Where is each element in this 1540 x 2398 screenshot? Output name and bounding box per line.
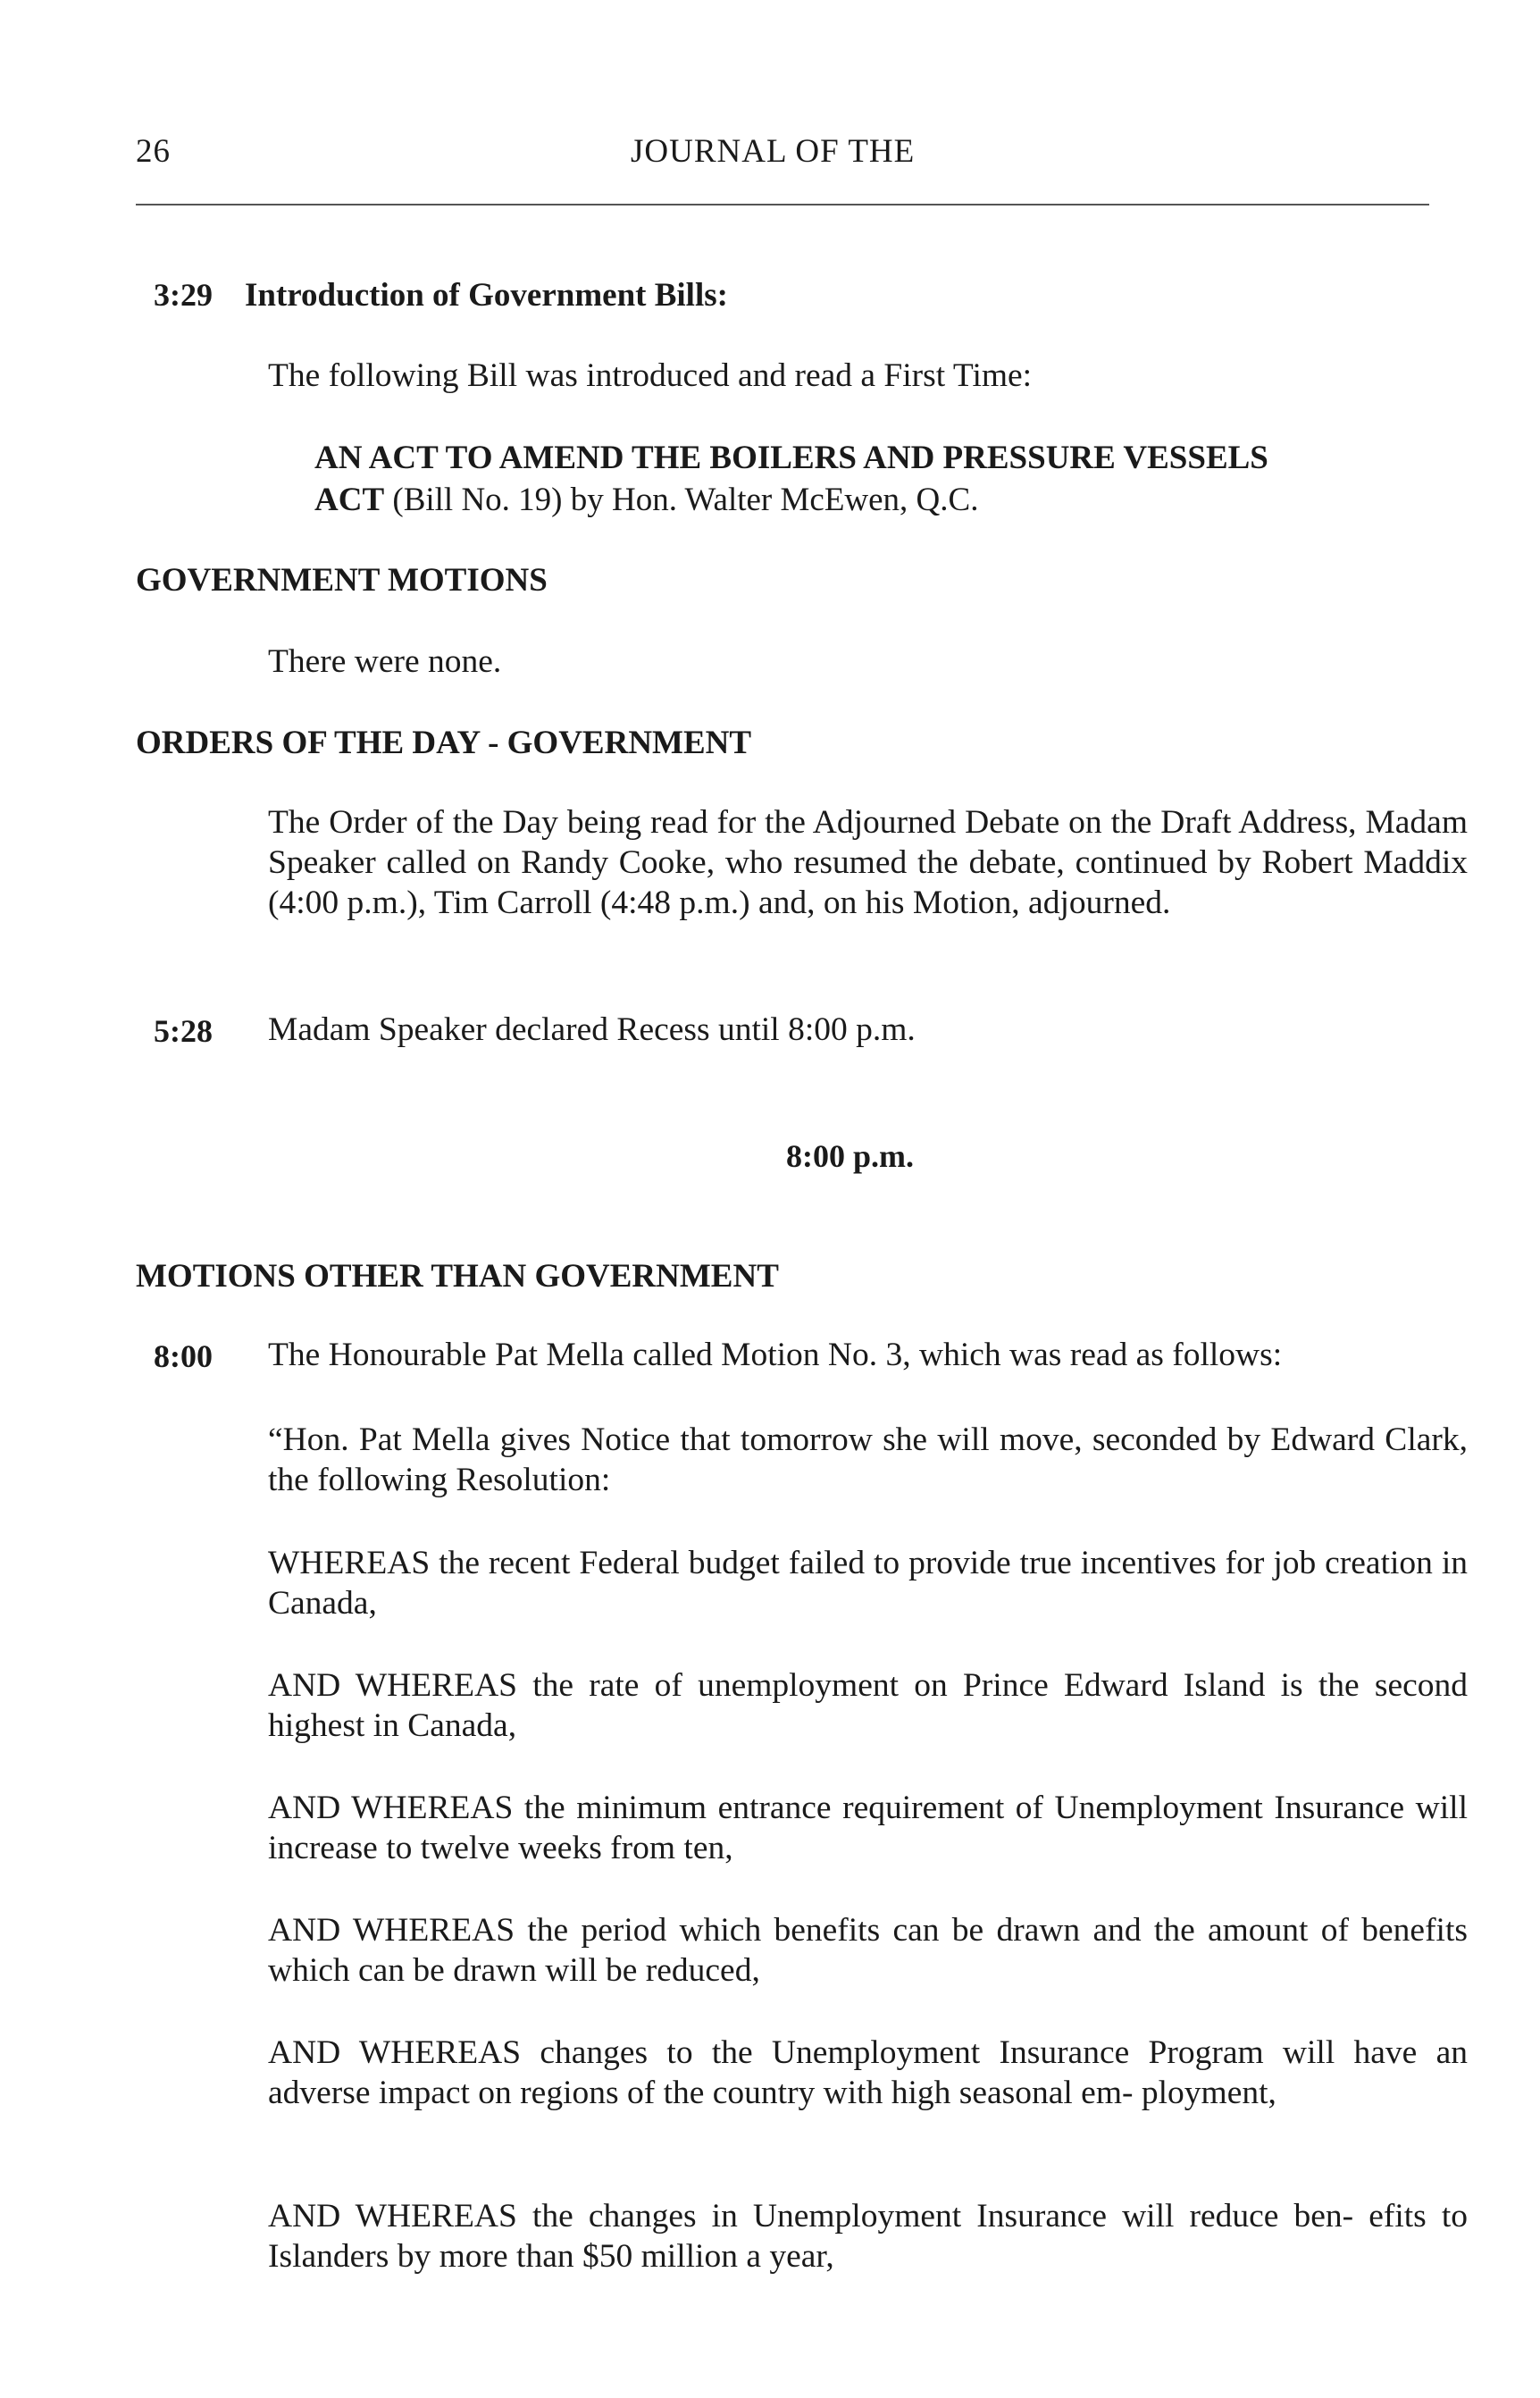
bill-entry — [314, 437, 1476, 521]
whereas-clause: AND WHEREAS changes to the Unemployment Insurance Program will have an adverse impact on regions of the country with high seasonal em- ployment, — [268, 2034, 1468, 2111]
bill-details: (Bill No. 19) by Hon. Walter McEwen, Q.C. — [392, 482, 979, 518]
session-time-heading: 8:00 p.m. — [786, 1138, 914, 1174]
page-number: 26 — [136, 133, 171, 170]
paragraph: There were none. — [268, 643, 502, 680]
whereas-clause: WHEREAS the recent Federal budget failed to provide true incentives for job creation in Canada, — [268, 1545, 1468, 1622]
whereas-clause: AND WHEREAS the period which benefits can be drawn and the amount of benefits which can be drawn will be reduced, — [268, 1912, 1468, 1989]
time-stamp: 5:28 — [154, 1013, 213, 1049]
time-stamp: 8:00 — [154, 1338, 213, 1374]
paragraph: The Order of the Day being read for the Adjourned Debate on the Draft Address, Madam Speaker called on Randy Cooke, who resumed the debate, continued by Robert Maddix (4:00 p.m.), Tim Carroll (4:48 p.m.) and, on his Motion, adjourned. — [268, 804, 1468, 921]
section-heading: Introduction of Government Bills: — [245, 277, 728, 314]
motion-notice: “Hon. Pat Mella gives Notice that tomorrow she will move, seconded by Edward Clark, the following Resolution: — [268, 1421, 1468, 1498]
bill-title-continued: ACT — [314, 482, 385, 518]
section-heading: MOTIONS OTHER THAN GOVERNMENT — [136, 1258, 779, 1295]
whereas-clause: AND WHEREAS the rate of unemployment on Prince Edward Island is the second highest in Canada, — [268, 1667, 1468, 1744]
paragraph: The Honourable Pat Mella called Motion No. 3, which was read as follows: — [268, 1337, 1283, 1373]
paragraph: Madam Speaker declared Recess until 8:00 p.m. — [268, 1011, 916, 1048]
section-heading: ORDERS OF THE DAY - GOVERNMENT — [136, 725, 752, 761]
paragraph: The following Bill was introduced and read a First Time: — [268, 357, 1033, 394]
running-title: JOURNAL OF THE — [631, 133, 916, 170]
whereas-clause: AND WHEREAS the minimum entrance requirement of Unemployment Insurance will increase to twelve weeks from ten, — [268, 1790, 1468, 1866]
whereas-clause: AND WHEREAS the changes in Unemployment Insurance will reduce ben- efits to Islanders by more than $50 million a year, — [268, 2198, 1468, 2275]
header-rule — [136, 204, 1429, 205]
bill-title: AN ACT TO AMEND THE BOILERS AND PRESSURE VESSELS — [314, 440, 1268, 476]
section-heading: GOVERNMENT MOTIONS — [136, 562, 548, 599]
time-stamp: 3:29 — [154, 277, 213, 313]
